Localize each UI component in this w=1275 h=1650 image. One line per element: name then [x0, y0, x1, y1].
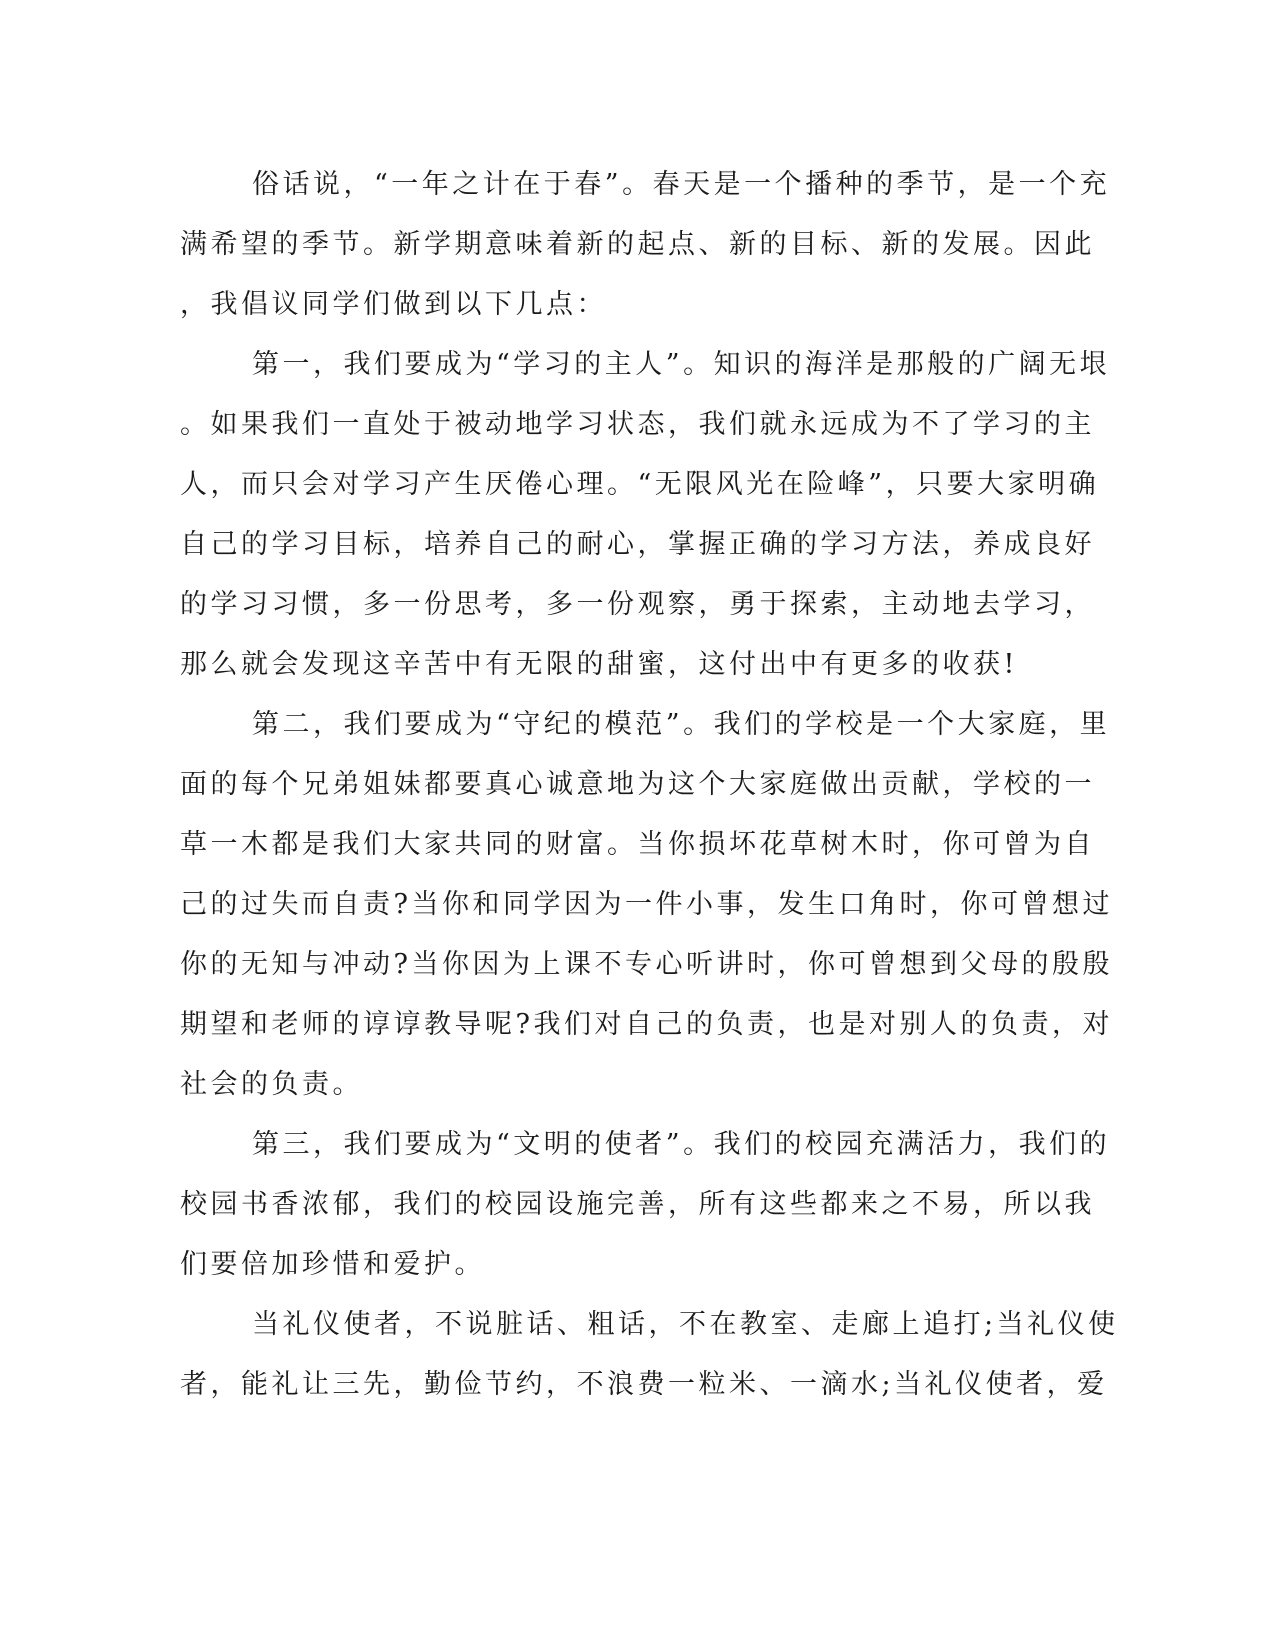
text-line: 第一，我们要成为“学习的主人”。知识的海洋是那般的广阔无垠	[252, 349, 1111, 380]
text-line: 草一木都是我们大家共同的财富。当你损坏花草树木时，你可曾为自	[180, 829, 1095, 860]
text-line: 第二，我们要成为“守纪的模范”。我们的学校是一个大家庭，里	[252, 709, 1111, 740]
text-line: 面的每个兄弟姐妹都要真心诚意地为这个大家庭做出贡献，学校的一	[180, 769, 1095, 800]
text-line: 你的无知与冲动?当你因为上课不专心听讲时，你可曾想到父母的殷殷	[180, 949, 1113, 980]
document-body	[180, 155, 1119, 1415]
text-line: 校园书香浓郁，我们的校园设施完善，所有这些都来之不易，所以我	[180, 1189, 1095, 1220]
text-line: 自己的学习目标，培养自己的耐心，掌握正确的学习方法，养成良好	[180, 529, 1095, 560]
text-line: 期望和老师的谆谆教导呢?我们对自己的负责，也是对别人的负责，对	[180, 1009, 1113, 1040]
text-line: 人，而只会对学习产生厌倦心理。“无限风光在险峰”，只要大家明确	[180, 469, 1100, 500]
text-line: 社会的负责。	[180, 1069, 363, 1100]
text-line: 满希望的季节。新学期意味着新的起点、新的目标、新的发展。因此	[180, 229, 1095, 260]
text-line: 者，能礼让三先，勤俭节约，不浪费一粒米、一滴水;当礼仪使者，爱	[180, 1369, 1108, 1400]
text-line: 们要倍加珍惜和爱护。	[180, 1249, 485, 1280]
text-line: 的学习习惯，多一份思考，多一份观察，勇于探索，主动地去学习，	[180, 589, 1095, 620]
text-line: 那么就会发现这辛苦中有无限的甜蜜，这付出中有更多的收获!	[180, 649, 1018, 680]
text-line: 当礼仪使者，不说脏话、粗话，不在教室、走廊上追打;当礼仪使	[252, 1309, 1119, 1340]
text-line: ，我倡议同学们做到以下几点：	[180, 289, 607, 320]
text-line: 。如果我们一直处于被动地学习状态，我们就永远成为不了学习的主	[180, 409, 1095, 440]
text-line: 己的过失而自责?当你和同学因为一件小事，发生口角时，你可曾想过	[180, 889, 1113, 920]
text-line: 第三，我们要成为“文明的使者”。我们的校园充满活力，我们的	[252, 1129, 1111, 1160]
text-line: 俗话说，“一年之计在于春”。春天是一个播种的季节，是一个充	[252, 169, 1111, 200]
